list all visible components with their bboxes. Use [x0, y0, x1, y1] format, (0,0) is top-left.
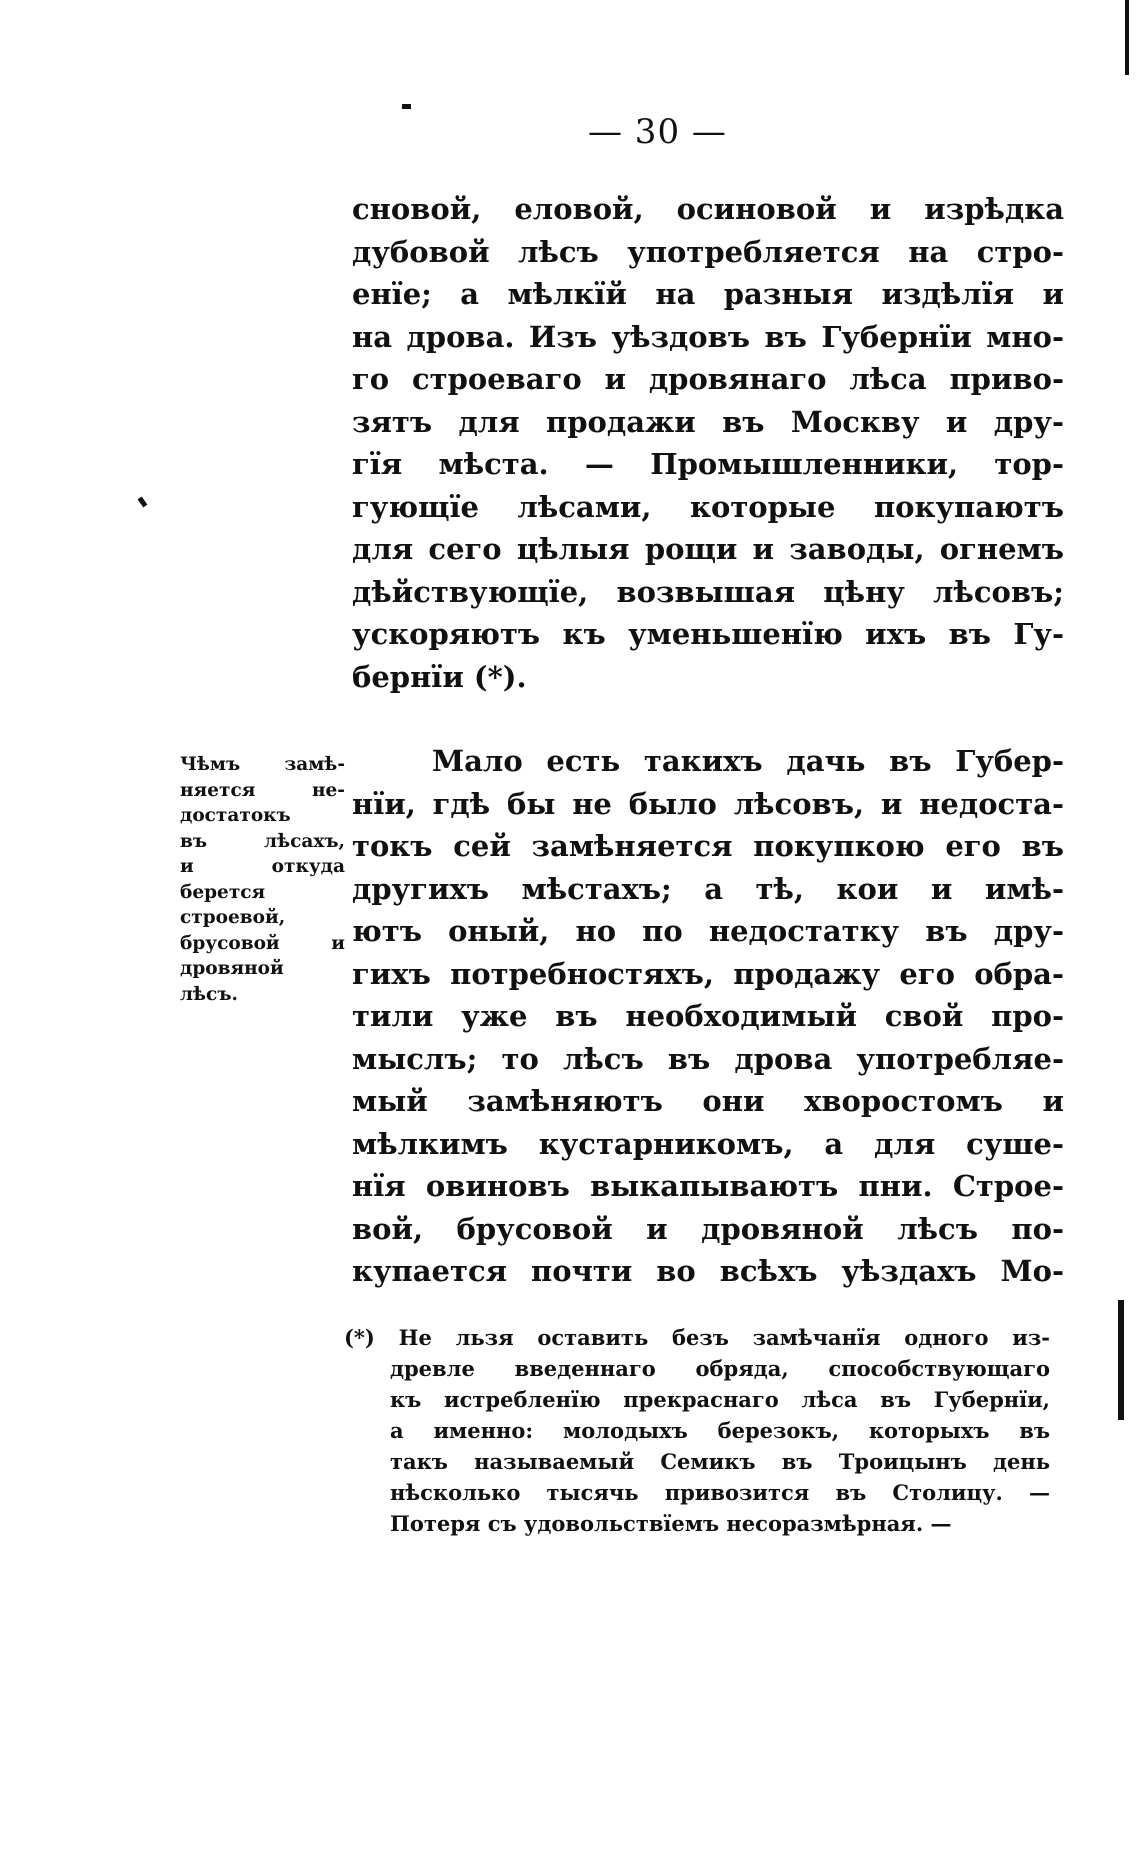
text-line: купается почти во всѣхъ уѣздахъ Мо-	[352, 1254, 1064, 1288]
text-line: зятъ для продажи въ Москву и дру-	[352, 404, 1064, 439]
text-line: другихъ мѣстахъ; а тѣ, кои и имѣ-	[352, 871, 1064, 906]
footnote	[344, 1322, 1050, 1539]
footnote-line: древле введеннаго обряда, способствующаго	[390, 1356, 1050, 1381]
footnote-line: (*) Не льзя оставить безъ замѣчанїя одного из-	[344, 1325, 1050, 1350]
text-line: мыслъ; то лѣсъ въ дрова употребляе-	[352, 1041, 1064, 1076]
text-line: для сего цѣлыя рощи и заводы, огнемъ	[352, 532, 1064, 566]
text-line: бернїи (*).	[352, 659, 527, 694]
text-line: Мало есть такихъ дачь въ Губер-	[432, 744, 1064, 778]
text-line: енїе; а мѣлкїй на разныя издѣлїя и	[352, 277, 1064, 311]
margin-note-line: Чѣмъ замѣ-	[180, 754, 345, 775]
text-line: дубовой лѣсъ употребляется на стро-	[352, 234, 1064, 269]
margin-note-line: строевой,	[180, 907, 286, 928]
footnote-line: такъ называемый Семикъ въ Троицынъ день	[390, 1449, 1050, 1474]
text-line: гующїе лѣсами, которые покупаютъ	[352, 489, 1064, 524]
text-line: гихъ потребностяхъ, продажу его обра-	[352, 956, 1064, 991]
margin-note-line: брусовой и	[180, 932, 345, 954]
text-line: ютъ оный, но по недостатку въ дру-	[352, 914, 1064, 948]
text-line: гїя мѣста. — Промышленники, тор-	[352, 447, 1064, 481]
margin-note-line: лѣсъ.	[180, 983, 238, 1005]
footnote-line: къ истребленїю прекраснаго лѣса въ Губернїи,	[390, 1387, 1050, 1412]
footnote-line: а именно: молодыхъ березокъ, которыхъ въ	[390, 1418, 1050, 1443]
text-line: дѣйствующїе, возвышая цѣну лѣсовъ;	[352, 574, 1064, 609]
text-line: го строеваго и дровянаго лѣса приво-	[352, 362, 1064, 396]
text-line: нїи, гдѣ бы не было лѣсовъ, и недоста-	[352, 786, 1064, 821]
scan-speck	[1125, 0, 1129, 75]
margin-note-line: берется	[180, 881, 266, 903]
footnote-line: Потеря съ удовольствїемъ несоразмѣрная. —	[390, 1511, 952, 1536]
scan-speck	[402, 104, 411, 109]
main-paragraph-1	[352, 188, 1064, 698]
footnote-line: нѣсколько тысячь привозится въ Столицу. —	[390, 1480, 1050, 1505]
text-line: сновой, еловой, осиновой и изрѣдка	[352, 192, 1064, 226]
scan-speck	[138, 496, 148, 507]
text-line: ускоряютъ къ уменьшенїю ихъ въ Гу-	[352, 617, 1064, 651]
margin-note-line: достатокъ	[180, 805, 291, 826]
margin-note-line: дровяной	[180, 958, 284, 979]
text-line: тили уже въ необходимый свой про-	[352, 999, 1064, 1033]
margin-note-line: въ лѣсахъ,	[180, 830, 345, 852]
text-line: вой, брусовой и дровяной лѣсъ по-	[352, 1211, 1064, 1246]
main-paragraph-2	[352, 740, 1064, 1293]
text-line: токъ сей замѣняется покупкою его въ	[352, 829, 1064, 863]
page-number: — 30 —	[588, 112, 727, 152]
text-line: мый замѣняютъ они хворостомъ и	[352, 1084, 1064, 1118]
margin-note-line: и откуда	[180, 856, 345, 877]
margin-note	[180, 752, 345, 1007]
text-line: на дрова. Изъ уѣздовъ въ Губернїи мно-	[352, 319, 1064, 354]
scan-speck	[1118, 1300, 1124, 1420]
text-line: нїя овиновъ выкапываютъ пни. Строе-	[352, 1169, 1064, 1203]
margin-note-line: няется не-	[180, 779, 345, 801]
text-line: мѣлкимъ кустарникомъ, а для суше-	[352, 1126, 1064, 1161]
